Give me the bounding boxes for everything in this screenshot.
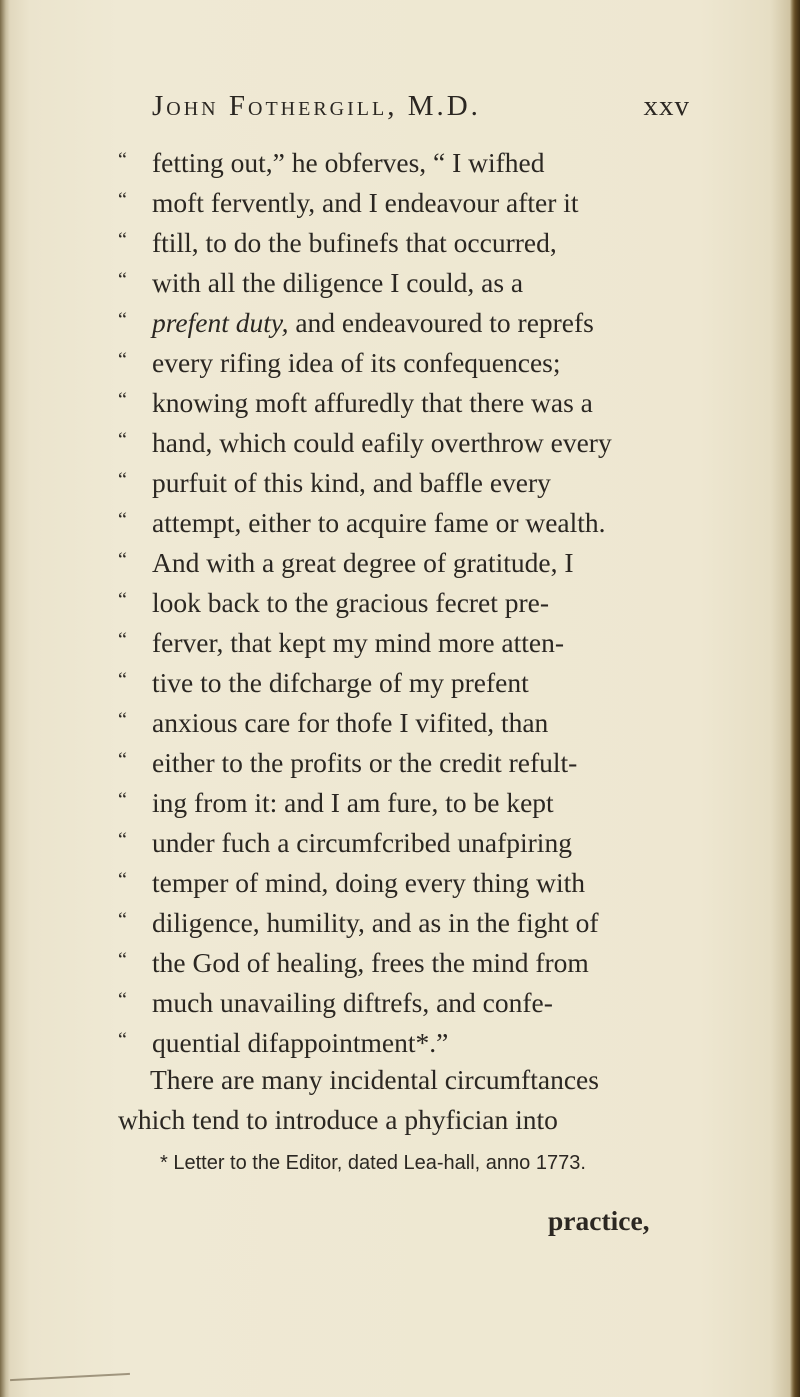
text-line — [118, 500, 658, 540]
line-text: under fuch a circumfcribed unafpiring — [152, 827, 572, 858]
line-text: And with a great degree of gratitude, I — [152, 547, 574, 578]
quote-mark: “ — [118, 709, 127, 731]
text-line — [118, 300, 658, 340]
text-line — [118, 940, 658, 980]
page-number: xxv — [643, 90, 690, 122]
quote-mark: “ — [118, 429, 127, 451]
line-text: ftill, to do the bufinefs that occurred, — [152, 227, 557, 258]
quote-mark: “ — [118, 389, 127, 411]
line-text: look back to the gracious fecret pre- — [152, 587, 550, 618]
quote-mark: “ — [118, 749, 127, 771]
footnote: * Letter to the Editor, dated Lea-hall, anno 1773. — [160, 1152, 586, 1174]
text-line — [118, 740, 658, 780]
quote-mark: “ — [118, 909, 127, 931]
italic-phrase: prefent duty, — [152, 307, 289, 338]
text-line — [118, 1020, 658, 1060]
line-text: with all the diligence I could, as a — [152, 267, 524, 298]
line-text: and endeavoured to reprefs — [288, 307, 594, 338]
text-line — [118, 220, 658, 260]
text-line — [118, 860, 658, 900]
line-text: the God of healing, frees the mind from — [152, 947, 589, 978]
page-gutter-left — [0, 0, 10, 1397]
quote-mark: “ — [118, 669, 127, 691]
text-line — [118, 260, 658, 300]
text-line — [118, 580, 658, 620]
catchword: practice, — [548, 1205, 650, 1236]
line-text: attempt, either to acquire fame or wealth. — [152, 507, 606, 538]
line-text: quential difappointment*.” — [152, 1027, 449, 1058]
line-text: anxious care for thofe I vifited, than — [152, 707, 549, 738]
quote-mark: “ — [118, 589, 127, 611]
quote-mark: “ — [118, 229, 127, 251]
quote-mark: “ — [118, 1029, 127, 1051]
line-text: temper of mind, doing every thing with — [152, 867, 586, 898]
text-line — [118, 140, 658, 180]
text-line — [118, 540, 658, 580]
quote-mark: “ — [118, 509, 127, 531]
text-line — [118, 380, 658, 420]
line-text: either to the profits or the credit refult- — [152, 747, 578, 778]
quote-mark: “ — [118, 469, 127, 491]
line-text: much unavailing diftrefs, and confe- — [152, 987, 553, 1018]
quote-mark: “ — [118, 829, 127, 851]
quote-mark: “ — [118, 269, 127, 291]
text-line — [118, 660, 658, 700]
line-text: fetting out,” he obferves, “ I wifhed — [152, 147, 545, 178]
quote-mark: “ — [118, 149, 127, 171]
line-text: ferver, that kept my mind more atten- — [152, 627, 565, 658]
line-text: purfuit of this kind, and baffle every — [152, 467, 551, 498]
line-text: every rifing idea of its confequences; — [152, 347, 561, 378]
line-text: knowing moft affuredly that there was a — [152, 387, 593, 418]
page-edge-right — [790, 0, 800, 1397]
running-head-author: John Fothergill, M.D. — [152, 90, 481, 122]
quote-mark: “ — [118, 189, 127, 211]
running-head — [152, 90, 690, 123]
text-line — [118, 700, 658, 740]
paragraph-first-line: There are many incidental circumftances — [150, 1064, 599, 1095]
page-mark — [10, 1373, 130, 1381]
text-line — [118, 340, 658, 380]
line-text: diligence, humility, and as in the fight of — [152, 907, 599, 938]
text-line — [118, 460, 658, 500]
line-text: tive to the difcharge of my prefent — [152, 667, 529, 698]
quote-mark: “ — [118, 549, 127, 571]
quote-mark: “ — [118, 789, 127, 811]
text-line — [118, 420, 658, 460]
quote-mark: “ — [118, 309, 127, 331]
text-line — [118, 620, 658, 660]
quote-mark: “ — [118, 629, 127, 651]
text-line — [118, 900, 658, 940]
text-line — [118, 820, 658, 860]
line-text: ing from it: and I am fure, to be kept — [152, 787, 554, 818]
line-text: moft fervently, and I endeavour after it — [152, 187, 579, 218]
quote-mark: “ — [118, 949, 127, 971]
quote-mark: “ — [118, 869, 127, 891]
quote-mark: “ — [118, 349, 127, 371]
text-line — [118, 980, 658, 1020]
text-line — [118, 780, 658, 820]
paragraph-second-line: which tend to introduce a phyfician into — [118, 1104, 558, 1135]
text-line — [118, 180, 658, 220]
line-text: hand, which could eafily overthrow every — [152, 427, 612, 458]
quote-mark: “ — [118, 989, 127, 1011]
